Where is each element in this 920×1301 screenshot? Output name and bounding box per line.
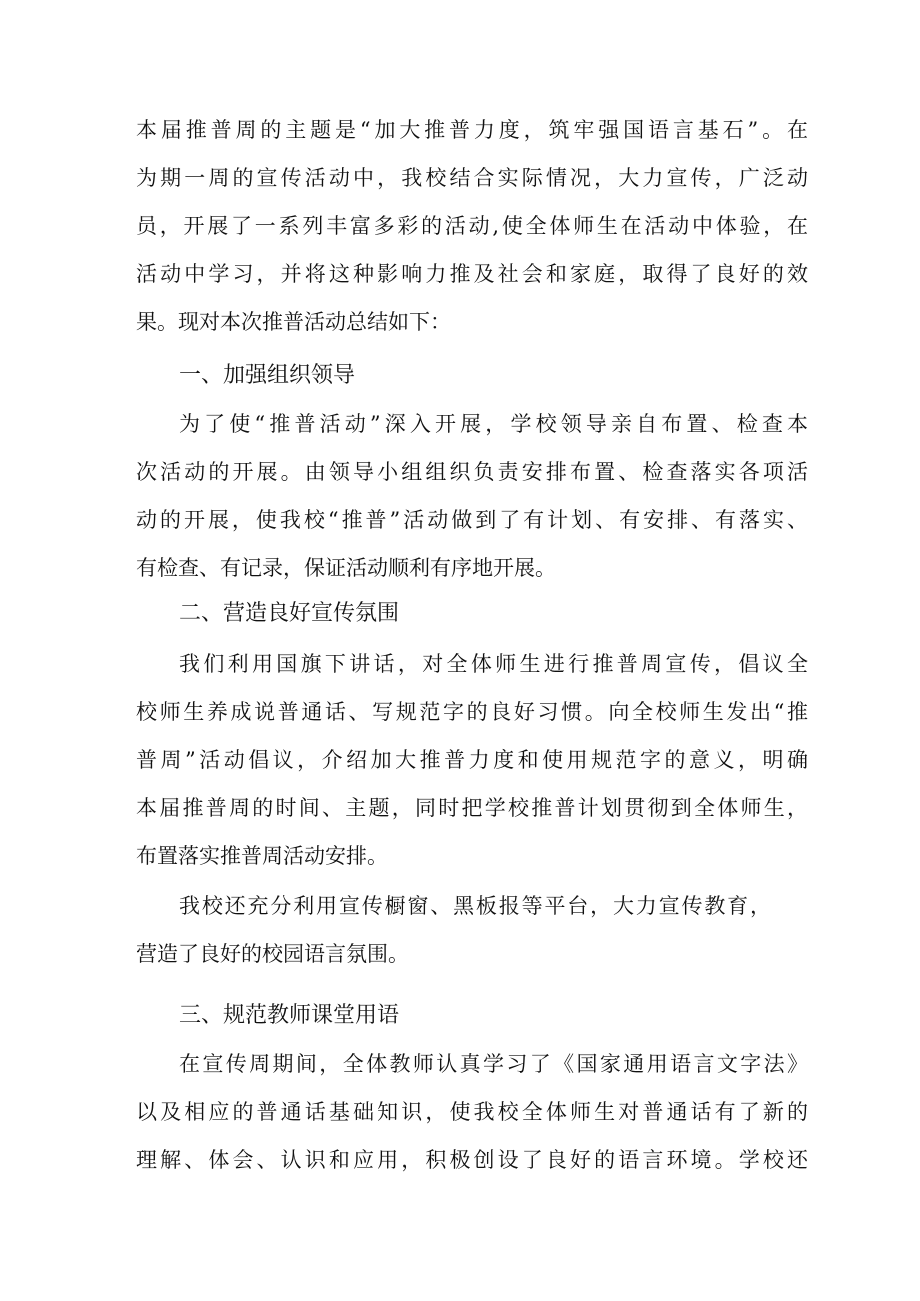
section2-p1-line-1: 我们利用国旗下讲话，对全体师生进行推普周宣传，倡议全 bbox=[179, 652, 808, 676]
section1-line-1: 为了使“推普活动”深入开展，学校领导亲自布置、检查本 bbox=[179, 412, 808, 436]
section-heading-2: 二、营造良好宣传氛围 bbox=[179, 601, 400, 626]
section2-p1-line-5: 布置落实推普周活动安排。 bbox=[136, 844, 388, 868]
intro-line-1: 本届推普周的主题是“加大推普力度，筑牢强国语言基石”。在 bbox=[136, 118, 808, 142]
section3-line-2: 以及相应的普通话基础知识，使我校全体师生对普通话有了新的 bbox=[136, 1100, 808, 1124]
section1-line-3: 动的开展，使我校“推普”活动做到了有计划、有安排、有落实、 bbox=[136, 508, 808, 532]
section2-p1-line-3: 普周”活动倡议，介绍加大推普力度和使用规范字的意义，明确 bbox=[136, 748, 808, 772]
section3-line-3: 理解、体会、认识和应用，积极创设了良好的语言环境。学校还 bbox=[136, 1148, 808, 1172]
intro-line-2: 为期一周的宣传活动中，我校结合实际情况，大力宣传，广泛动 bbox=[136, 166, 808, 190]
section2-p2-line-1: 我校还充分利用宣传橱窗、黑板报等平台，大力宣传教育， bbox=[179, 894, 771, 918]
section-heading-3: 三、规范教师课堂用语 bbox=[179, 1003, 400, 1028]
section1-line-4: 有检查、有记录，保证活动顺利有序地开展。 bbox=[136, 556, 556, 580]
intro-line-5: 果。现对本次推普活动总结如下： bbox=[136, 310, 451, 334]
section-heading-1: 一、加强组织领导 bbox=[179, 363, 356, 388]
section1-line-2: 次活动的开展。由领导小组组织负责安排布置、检查落实各项活 bbox=[136, 460, 808, 484]
intro-line-4: 活动中学习，并将这种影响力推及社会和家庭，取得了良好的效 bbox=[136, 262, 808, 286]
section2-p2-line-2: 营造了良好的校园语言氛围。 bbox=[136, 942, 409, 966]
section3-line-1: 在宣传周期间，全体教师认真学习了《国家通用语言文字法》 bbox=[179, 1052, 808, 1076]
section2-p1-line-4: 本届推普周的时间、主题，同时把学校推普计划贯彻到全体师生， bbox=[136, 796, 808, 820]
intro-line-3: 员，开展了一系列丰富多彩的活动,使全体师生在活动中体验，在 bbox=[136, 214, 808, 238]
section2-p1-line-2: 校师生养成说普通话、写规范字的良好习惯。向全校师生发出“推 bbox=[136, 700, 808, 724]
